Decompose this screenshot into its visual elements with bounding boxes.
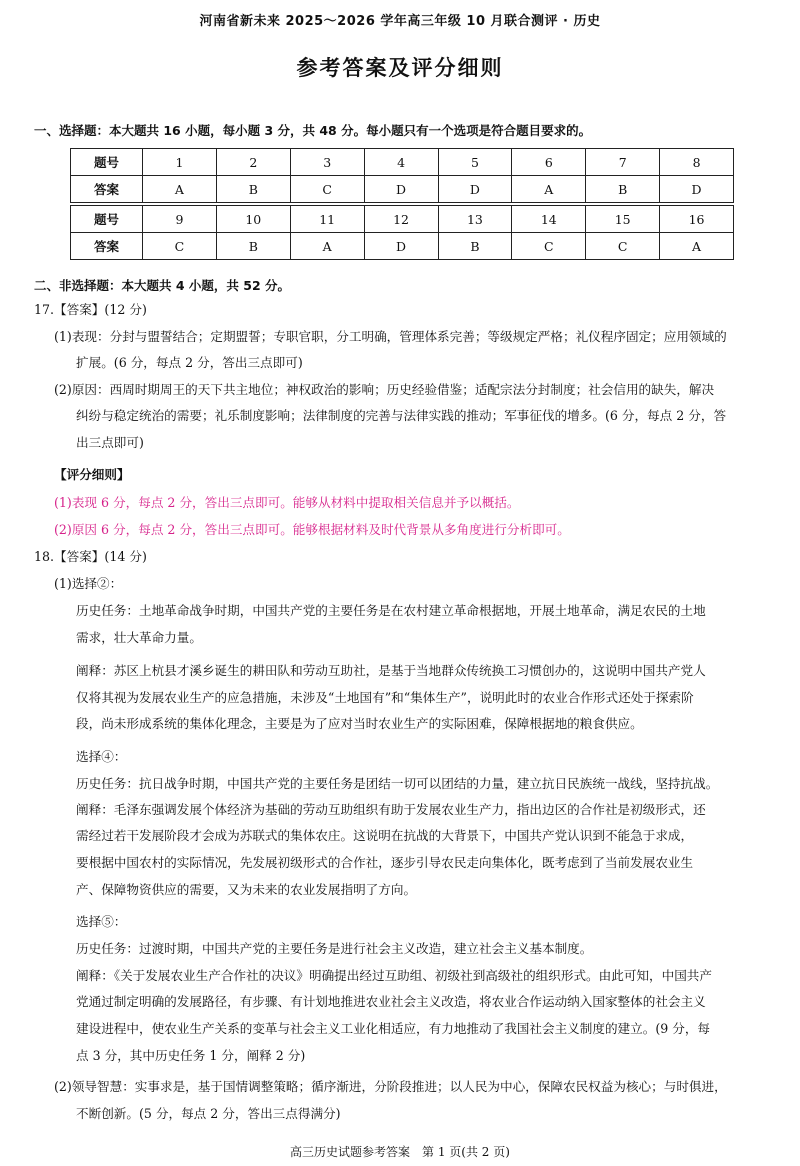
answer-table-2 (70, 205, 734, 260)
q18-text-line: 产、保障物资供应的需要，又为未来的农业发展指明了方向。 (76, 882, 417, 897)
section-1-heading: 一、选择题：本大题共 16 小题，每小题 3 分，共 48 分。每小题只有一个选项是符合题目要求的。 (34, 123, 592, 138)
answer-cell: D (438, 176, 512, 203)
answer-cell: A (660, 233, 734, 260)
question-number: 13 (438, 206, 512, 233)
question-number: 14 (512, 206, 586, 233)
question-number: 12 (364, 206, 438, 233)
question-number: 16 (660, 206, 734, 233)
answer-cell: D (364, 176, 438, 203)
answer-cell: C (586, 233, 660, 260)
q18-text-line: 阐释：苏区上杭县才溪乡诞生的耕田队和劳动互助社，是基于当地群众传统换工习惯创办的，这说明中国共产党人 (76, 663, 706, 678)
question-number: 7 (586, 149, 660, 176)
table-row-answers (71, 176, 734, 203)
q18-text-line: 历史任务：土地革命战争时期，中国共产党的主要任务是在农村建立革命根据地，开展土地革命，满足农民的土地 (76, 603, 706, 618)
q18-text-line: 仅将其视为发展农业生产的应急措施，未涉及“土地国有”和“集体生产”，说明此时的农业合作形式还处于探索阶 (76, 690, 694, 705)
q17-rubric-line: (2)原因 6 分，每点 2 分，答出三点即可。能够根据材料及时代背景从多角度进行分析即可。 (54, 522, 570, 537)
q18-text-line: 历史任务：过渡时期，中国共产党的主要任务是进行社会主义改造，建立社会主义基本制度。 (76, 941, 593, 956)
row-label-answer: 答案 (71, 233, 143, 260)
q17-header: 17.【答案】(12 分) (34, 302, 147, 317)
q17-rubric-line: (1)表现 6 分，每点 2 分，答出三点即可。能够从材料中提取相关信息并予以概括。 (54, 495, 520, 510)
question-number: 6 (512, 149, 586, 176)
question-number: 9 (143, 206, 217, 233)
question-number: 8 (660, 149, 734, 176)
q18-choice-label: (1)选择②： (54, 576, 123, 591)
page-footer: 高三历史试题参考答案 第 1 页(共 2 页) (290, 1145, 510, 1159)
q17-part2-line: 纠纷与稳定统治的需要；礼乐制度影响；法律制度的完善与法律实践的推动；军事征伐的增多。(6 分，每点 2 分，答 (76, 408, 727, 423)
q17-rubric-header: 【评分细则】 (54, 467, 130, 482)
q18-text-line: 党通过制定明确的发展路径，有步骤、有计划地推进农业社会主义改造，将农业合作运动纳入国家整体的社会主义 (76, 994, 706, 1009)
question-number: 1 (143, 149, 217, 176)
q18-text-line: 需求，壮大革命力量。 (76, 630, 202, 645)
answer-cell: C (512, 233, 586, 260)
q17-part1-line: 扩展。(6 分，每点 2 分，答出三点即可) (76, 355, 303, 370)
answer-cell: A (143, 176, 217, 203)
table-row-questions (71, 206, 734, 233)
question-number: 10 (216, 206, 290, 233)
q18-part2-line: 不断创新。(5 分，每点 2 分，答出三点得满分) (76, 1106, 341, 1121)
row-label-answer: 答案 (71, 176, 143, 203)
table-row-questions (71, 149, 734, 176)
q17-part1-line: (1)表现：分封与盟誓结合；定期盟誓；专职官职，分工明确，管理体系完善；等级规定严格；礼仪程序固定；应用领域的 (54, 329, 727, 344)
question-number: 4 (364, 149, 438, 176)
page-title: 河南省新未来 2025～2026 学年高三年级 10 月联合测评 · 历史 (199, 14, 601, 29)
page-subtitle: 参考答案及评分细则 (296, 56, 504, 80)
question-number: 3 (290, 149, 364, 176)
question-number: 15 (586, 206, 660, 233)
row-label-question: 题号 (71, 149, 143, 176)
answer-cell: B (216, 233, 290, 260)
q18-header: 18.【答案】(14 分) (34, 549, 147, 564)
q18-part2-line: (2)领导智慧：实事求是，基于国情调整策略；循序渐进，分阶段推进；以人民为中心，保障农民权益为核心；与时俱进， (54, 1079, 727, 1094)
answer-cell: D (660, 176, 734, 203)
answer-cell: C (143, 233, 217, 260)
q18-text-line: 阐释：《关于发展农业生产合作社的决议》明确提出经过互助组、初级社到高级社的组织形式。由此可知，中国共产 (76, 968, 712, 983)
q18-text-line: 段，尚未形成系统的集体化理念，主要是为了应对当时农业生产的实际困难，保障根据地的粮食供应。 (76, 716, 643, 731)
q18-choice-label: 选择⑤： (76, 914, 127, 929)
answer-cell: B (438, 233, 512, 260)
section-2-heading: 二、非选择题：本大题共 4 小题，共 52 分。 (34, 278, 291, 293)
answer-cell: B (586, 176, 660, 203)
table-row-answers (71, 233, 734, 260)
answer-table-1 (70, 148, 734, 203)
answer-cell: D (364, 233, 438, 260)
q17-part2-line: (2)原因：西周时期周王的天下共主地位；神权政治的影响；历史经验借鉴；适配宗法分封制度；社会信用的缺失，解决 (54, 382, 715, 397)
q18-text-line: 阐释：毛泽东强调发展个体经济为基础的劳动互助组织有助于发展农业生产力，指出边区的合作社是初级形式，还 (76, 802, 706, 817)
answer-cell: A (512, 176, 586, 203)
q18-text-line: 要根据中国农村的实际情况，先发展初级形式的合作社，逐步引导农民走向集体化，既考虑到了当前发展农业生 (76, 855, 694, 870)
answer-cell: B (216, 176, 290, 203)
answer-cell: A (290, 233, 364, 260)
question-number: 5 (438, 149, 512, 176)
q18-text-line: 需经过若干发展阶段才会成为苏联式的集体农庄。这说明在抗战的大背景下，中国共产党认识到不能急于求成， (76, 828, 694, 843)
q18-text-line: 历史任务：抗日战争时期，中国共产党的主要任务是团结一切可以团结的力量，建立抗日民族统一战线，坚持抗战。 (76, 776, 719, 791)
q18-text-line: 建设进程中，使农业生产关系的变革与社会主义工业化相适应，有力地推动了我国社会主义制度的建立。(9 分，每 (76, 1021, 711, 1036)
row-label-question: 题号 (71, 206, 143, 233)
question-number: 11 (290, 206, 364, 233)
q18-text-line: 点 3 分，其中历史任务 1 分，阐释 2 分) (76, 1048, 306, 1063)
q17-part2-line: 出三点即可) (76, 435, 144, 450)
q18-choice-label: 选择④： (76, 749, 127, 764)
question-number: 2 (216, 149, 290, 176)
answer-cell: C (290, 176, 364, 203)
